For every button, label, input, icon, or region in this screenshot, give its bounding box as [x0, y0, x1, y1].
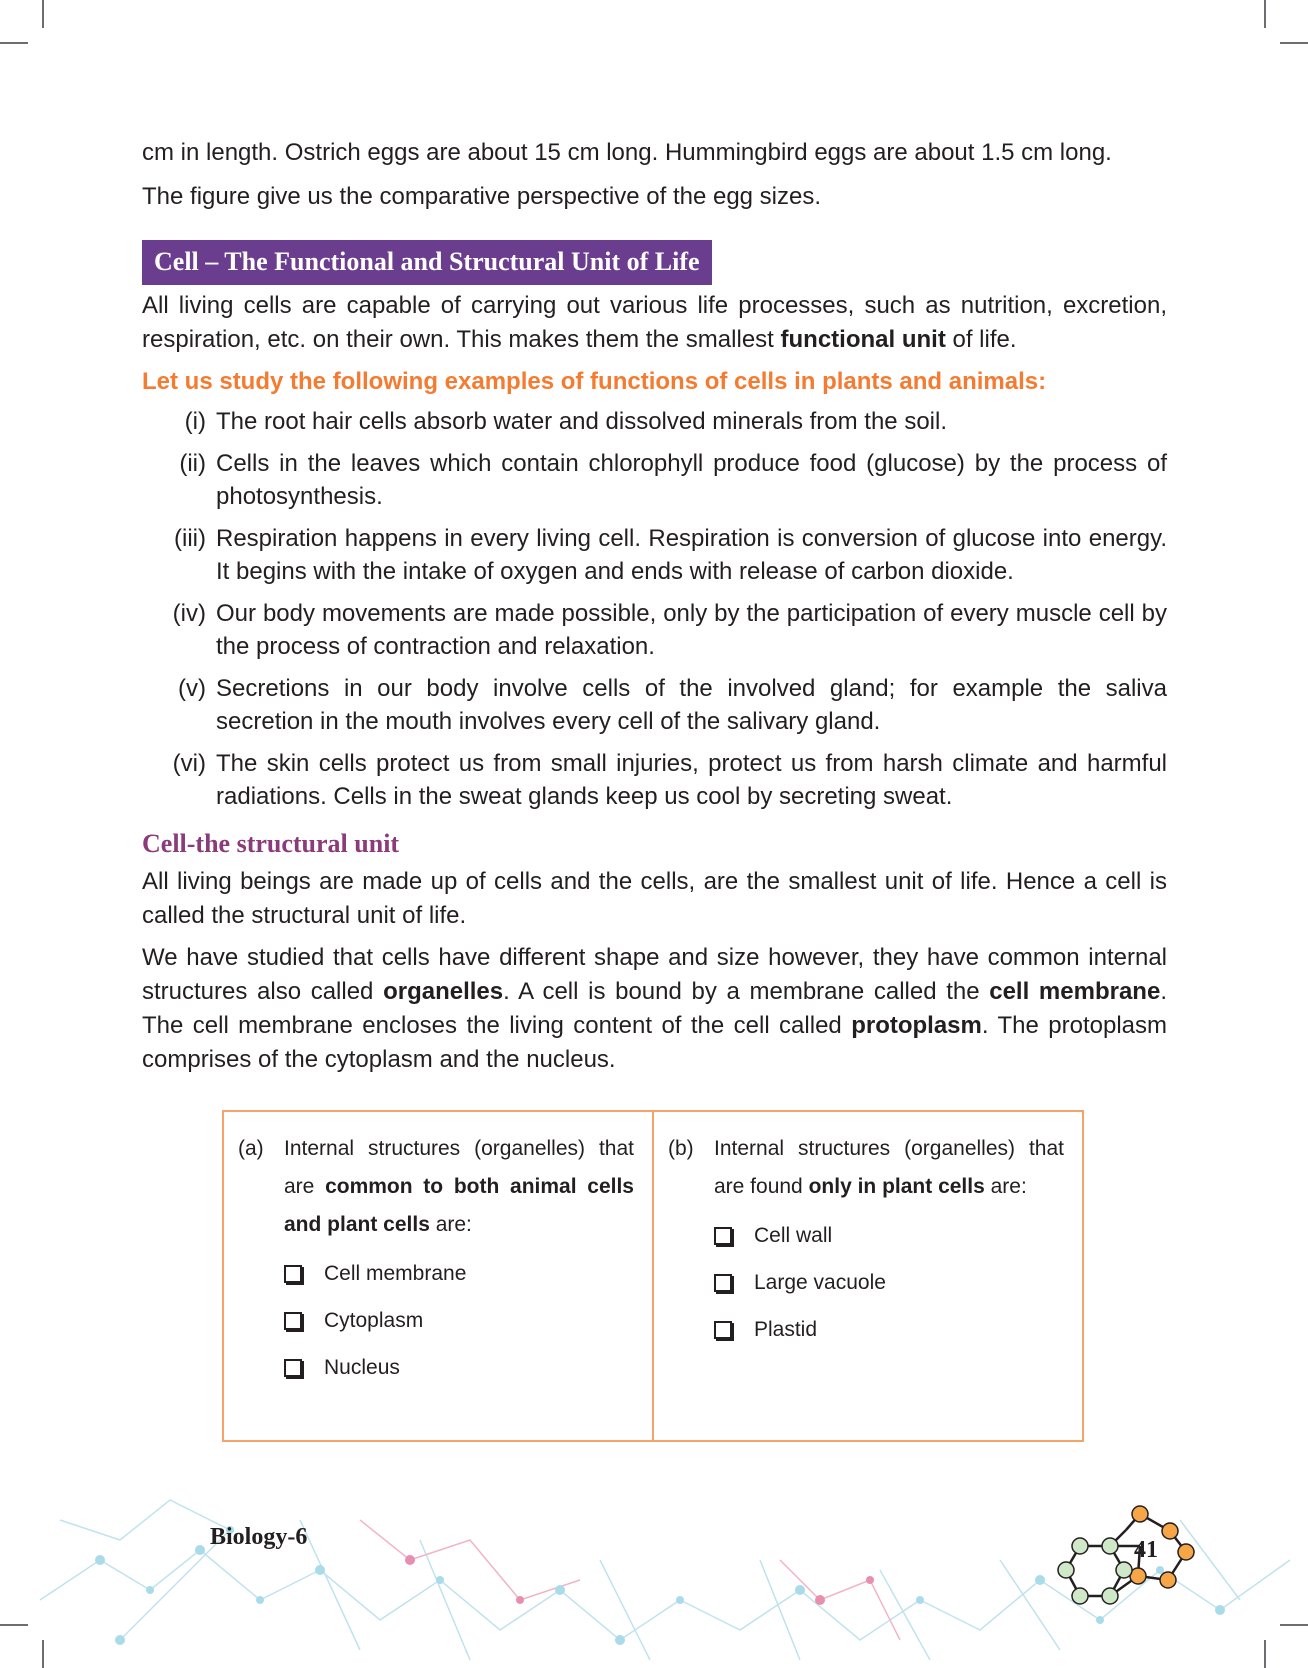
list-item: Cell wall — [714, 1212, 1064, 1259]
list-item: Cell membrane — [284, 1250, 634, 1297]
intro-line-2: The figure give us the comparative perspective of the egg sizes. — [142, 183, 822, 210]
column-common-organelles: (a) Internal structures (organelles) that are common to both animal cells and plant cells are: Cell membrane Cytoplasm Nucleus — [224, 1112, 652, 1440]
list-item: (ii) Cells in the leaves which contain chlorophyll produce food (glucose) by the process of photosynthesis. — [179, 450, 1167, 510]
paragraph-functional-unit: All living cells are capable of carrying out various life processes, such as nutrition, excretion, respiration, etc. on their own. This makes them the smallest functional unit of life. — [142, 292, 1167, 353]
checkbox-icon — [284, 1265, 302, 1283]
page-content — [142, 136, 1167, 1077]
section-heading: Cell – The Functional and Structural Unit of Life — [142, 240, 712, 285]
list-item: (vi) The skin cells protect us from small injuries, protect us from harsh climate and harmful radiations. Cells in the sweat glands keep us cool by secreting sweat. — [172, 750, 1167, 810]
paragraph-organelles: We have studied that cells have different shape and size however, they have common internal structures also called organelles. A cell is bound by a membrane called the cell membrane. The cell membrane encloses the living content of the cell called protoplasm. The protoplasm comprises of the cytoplasm and the nucleus. — [142, 944, 1168, 1073]
checkbox-icon — [714, 1227, 732, 1245]
checkbox-icon — [714, 1321, 732, 1339]
list-item: (v) Secretions in our body involve cells of the involved gland; for example the saliva secretion in the mouth involves every cell of the salivary gland. — [178, 675, 1167, 735]
column-plant-organelles: (b) Internal structures (organelles) that are found only in plant cells are: Cell wall Large vacuole Plastid — [652, 1112, 1082, 1440]
list-item: (iv) Our body movements are made possible, only by the participation of every muscle cell by the process of contraction and relaxation. — [172, 600, 1167, 660]
examples-lead: Let us study the following examples of functions of cells in plants and animals: — [142, 368, 1047, 395]
functions-list — [142, 405, 1167, 813]
bold-term: functional unit — [780, 326, 946, 353]
checkbox-icon — [284, 1359, 302, 1377]
organelles-table — [222, 1110, 1084, 1442]
plant-organelles-list — [714, 1212, 1064, 1353]
page-number: 41 — [1134, 1537, 1158, 1563]
list-item: Plastid — [714, 1306, 1064, 1353]
book-title: Biology-6 — [210, 1524, 308, 1550]
paragraph-structural-unit: All living beings are made up of cells and the cells, are the smallest unit of life. Hence a cell is called the structural unit of life. — [142, 868, 1167, 929]
list-item: (iii) Respiration happens in every living cell. Respiration is conversion of glucose into energy. It begins with the intake of oxygen and ends with release of carbon dioxide. — [174, 525, 1167, 585]
intro-line-1: cm in length. Ostrich eggs are about 15 cm long. Hummingbird eggs are about 1.5 cm long. — [142, 139, 1112, 166]
list-item: Nucleus — [284, 1344, 634, 1391]
subheading-structural-unit: Cell-the structural unit — [142, 829, 400, 858]
list-item: Large vacuole — [714, 1259, 1064, 1306]
common-organelles-list — [284, 1250, 634, 1391]
list-item: Cytoplasm — [284, 1297, 634, 1344]
list-item: (i) The root hair cells absorb water and dissolved minerals from the soil. — [184, 408, 947, 435]
checkbox-icon — [284, 1312, 302, 1330]
checkbox-icon — [714, 1274, 732, 1292]
